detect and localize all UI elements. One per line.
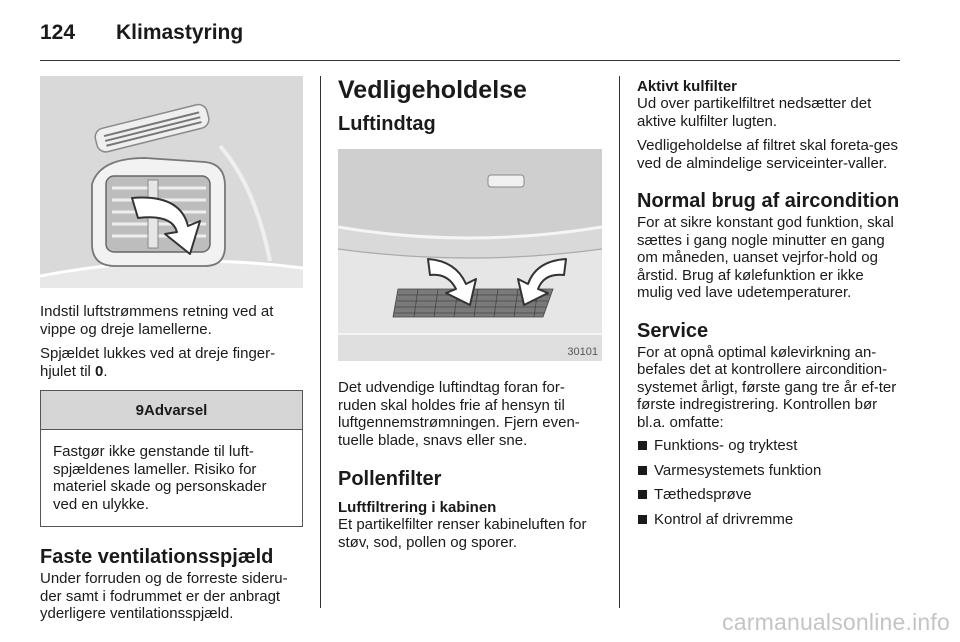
column-1 (40, 76, 303, 623)
paragraph-fixed-vents: Under forruden og de forreste sideru-der samt i fodrummet er der anbragt yderligere ventilationsspjæld. (40, 570, 288, 622)
header-rule (40, 60, 900, 61)
air-vent-illustration (40, 76, 303, 288)
heading-fixed-vents: Faste ventilationsspjæld (40, 546, 274, 568)
paragraph-filter-maintenance: Vedligeholdelse af filtret skal foreta-ges ved de almindelige serviceinter-valler. (637, 137, 898, 172)
page-title: Klimastyring (116, 21, 244, 44)
service-checklist (637, 437, 902, 528)
heading-service: Service (637, 319, 709, 342)
heading-cabin-filtration: Luftfiltrering i kabinen (338, 499, 497, 516)
bullet-square-icon (638, 515, 647, 524)
paragraph-cabin-filtration: Et partikelfilter renser kabineluften for støv, sod, pollen og sporer. (338, 516, 587, 551)
air-intake-illustration (338, 149, 602, 361)
watermark: carmanualsonline.info (722, 609, 950, 635)
paragraph-active-carbon: Ud over partikelfiltret nedsætter det aktive kulfilter lugten. (637, 95, 872, 130)
heading-maintenance: Vedligeholdelse (338, 76, 527, 104)
heading-active-carbon: Aktivt kulfilter (637, 78, 738, 95)
warning-box (40, 390, 303, 527)
figure-number: 30101 (567, 346, 598, 358)
list-item: Funktions- og tryktest (637, 437, 902, 455)
warning-triangle-icon: 9 (135, 401, 144, 419)
page-number: 124 (40, 21, 76, 44)
paragraph-normal-ac: For at sikre konstant god funktion, skal sættes i gang nogle minutter en gang om måneden, uanset vejrfor-hold og årstid. Brug af kølefunktion er ikke mulig ved lave udetemperaturer. (637, 214, 894, 301)
list-item: Tæthedsprøve (637, 486, 902, 504)
column-3 (637, 76, 902, 535)
bullet-square-icon (638, 441, 647, 450)
bullet-square-icon (638, 490, 647, 499)
page-header (40, 18, 243, 48)
column-2 (338, 76, 602, 551)
paragraph-close-vent: Spjældet lukkes ved at dreje finger-hjulet til 0. (40, 345, 276, 380)
column-divider-2 (619, 76, 620, 608)
heading-pollen-filter: Pollenfilter (338, 468, 442, 490)
list-item: Kontrol af drivremme (637, 511, 902, 529)
heading-normal-ac: Normal brug af aircondition (637, 190, 900, 212)
list-item: Varmesystemets funktion (637, 462, 902, 480)
bullet-square-icon (638, 466, 647, 475)
column-divider-1 (320, 76, 321, 608)
paragraph-air-intake: Det udvendige luftindtag foran for-ruden skal holdes frie af hensyn til luftgennemstrømningen. Fjern even-tuelle blade, snavs eller sne. (338, 379, 580, 449)
paragraph-direction: Indstil luftstrømmens retning ved at vippe og dreje lamellerne. (40, 303, 274, 338)
paragraph-service: For at opnå optimal kølevirkning an-befales det at kontrollere aircondition-systemet årligt, første gang tre år ef-ter første indregistrering. Kontrollen bør bl.a. omfatte: (637, 343, 897, 431)
zero-symbol: 0 (95, 362, 104, 380)
warning-text: Fastgør ikke genstande til luft-spjældenes lameller. Risiko for materiel skade og personskader ved en ulykke. (53, 443, 267, 513)
warning-title: Advarsel (143, 401, 208, 419)
warning-header (41, 391, 302, 430)
heading-air-intake: Luftindtag (338, 113, 436, 135)
